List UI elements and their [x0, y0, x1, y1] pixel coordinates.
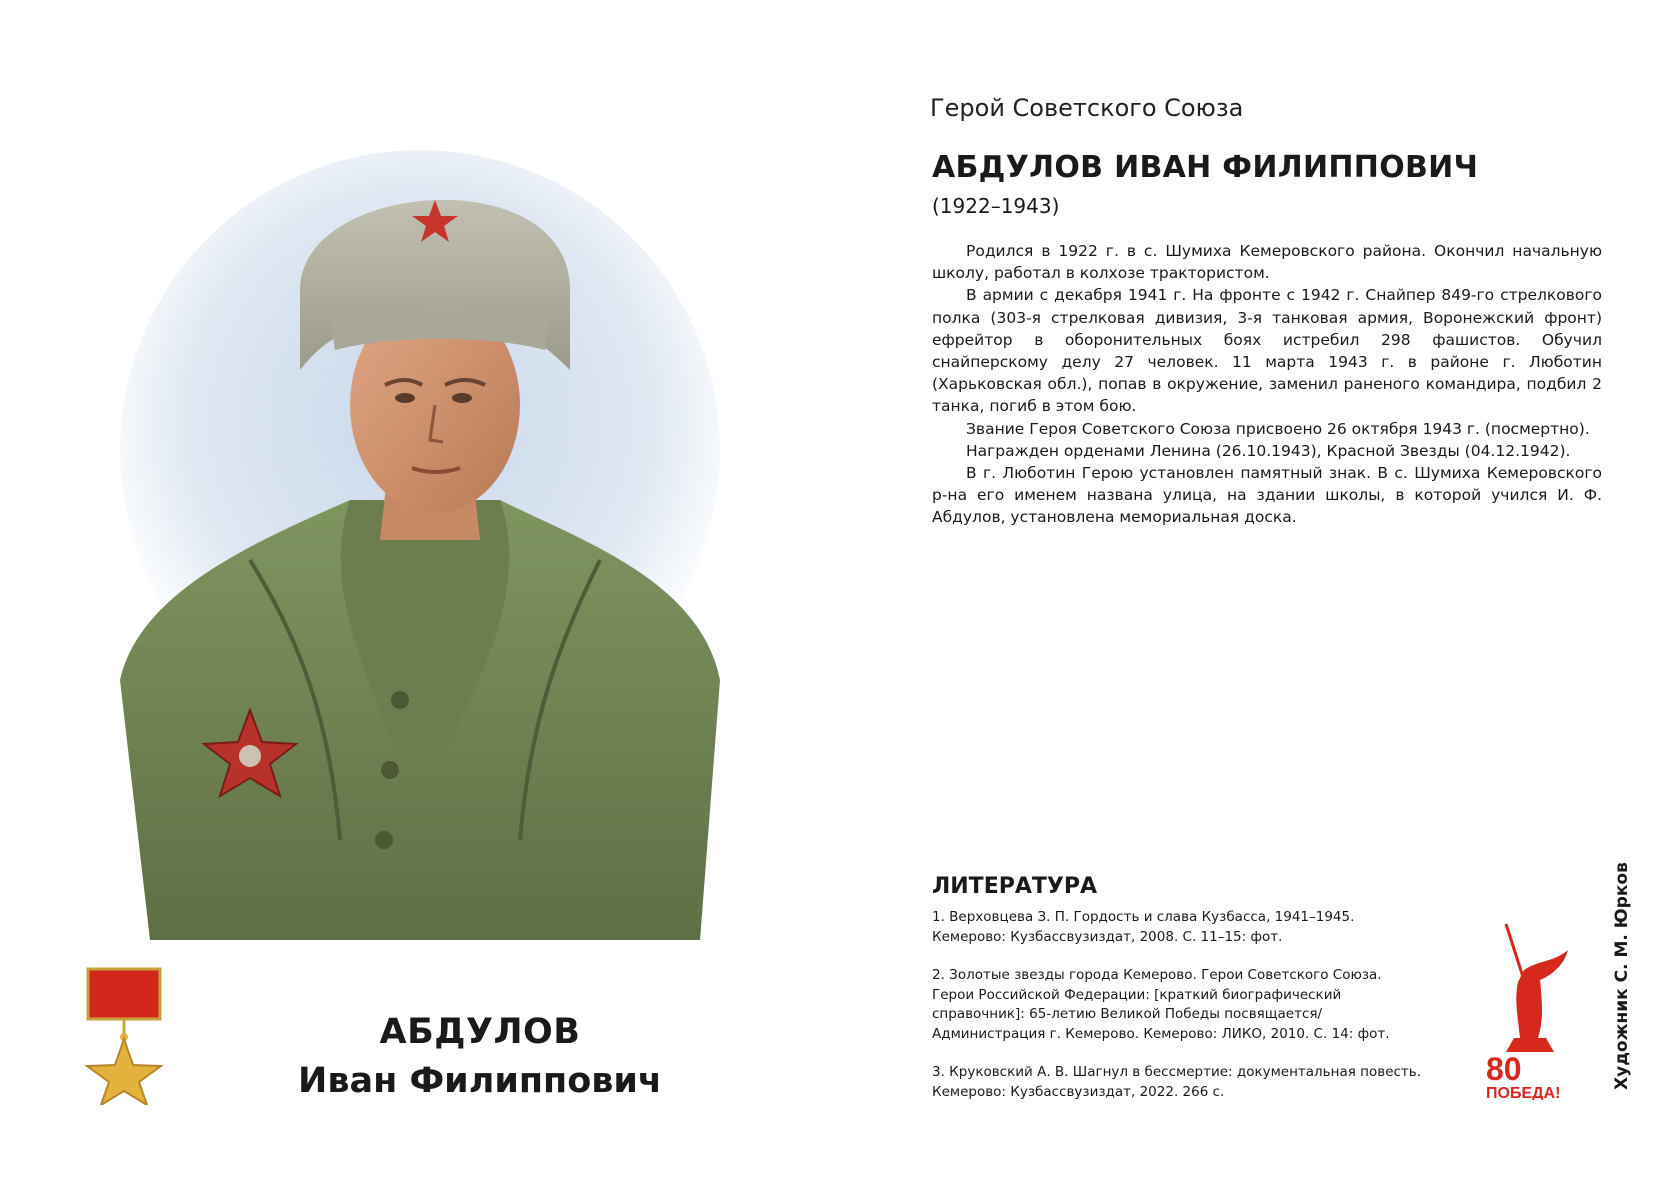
- logo-number: 80: [1486, 1051, 1522, 1087]
- bio-paragraph: В армии с декабря 1941 г. На фронте с 1942 г. Снайпер 849-го стрелкового полка (303-я стрелковая дивизия, 3-я танковая армия, Воронежский фронт) ефрейтор в оборонительных боях истребил 298 фашистов. Обучил снайперскому делу 27 человек. 11 марта 1943 г. в районе г. Люботин (Харьковская обл.), попав в окружение, заменил раненого командира, подбил 2 танка, погиб в этом бою.: [932, 286, 1602, 416]
- bio-paragraph: Родился в 1922 г. в с. Шумиха Кемеровского района. Окончил начальную школу, работал в колхозе трактористом.: [932, 242, 1602, 283]
- caption-surname: АБДУЛОВ: [379, 1012, 581, 1052]
- victory-80-logo: [1484, 920, 1580, 1100]
- literature-heading: ЛИТЕРАТУРА: [932, 874, 1097, 899]
- gold-star-medal-icon: [84, 965, 164, 1105]
- life-years: (1922–1943): [932, 194, 1060, 218]
- motherland-monument-icon: [1506, 924, 1568, 1052]
- bio-paragraph: В г. Люботин Герою установлен памятный знак. В с. Шумиха Кемеровского р-на его именем названа улица, на здании школы, в которой учился И. Ф. Абдулов, установлена мемориальная доска.: [932, 464, 1602, 527]
- literature-item: 2. Золотые звезды города Кемерово. Герои Советского Союза. Герои Российской Федерации: [краткий биографический справочник]: 65-летию Великой Победы посвящается/Администрация г. Кемерово. Кемерово: ЛИКО, 2010. С. 14: фот.: [932, 967, 1390, 1042]
- literature-item: 1. Верховцева З. П. Гордость и слава Кузбасса, 1941–1945. Кемерово: Кузбассвузиздат, 2008. С. 11–15: фот.: [932, 909, 1355, 945]
- caption-given-names: Иван Филиппович: [298, 1061, 662, 1101]
- portrait-illustration: [100, 120, 740, 950]
- literature-list: [932, 908, 1422, 1121]
- page-subtitle: Герой Советского Союза: [930, 94, 1244, 122]
- logo-text: ПОБЕДА!: [1486, 1085, 1561, 1100]
- bio-paragraph: Награжден орденами Ленина (26.10.1943), Красной Звезды (04.12.1942).: [966, 441, 1571, 460]
- biography: [932, 240, 1602, 529]
- artist-credit: Художник С. М. Юрков: [1612, 862, 1632, 1090]
- literature-item: 3. Круковский А. В. Шагнул в бессмертие: документальная повесть. Кемерово: Кузбассвузиздат, 2022. 266 с.: [932, 1064, 1422, 1100]
- bio-paragraph: Звание Героя Советского Союза присвоено 26 октября 1943 г. (посмертно).: [966, 419, 1590, 438]
- page-title: АБДУЛОВ ИВАН ФИЛИППОВИЧ: [932, 150, 1479, 185]
